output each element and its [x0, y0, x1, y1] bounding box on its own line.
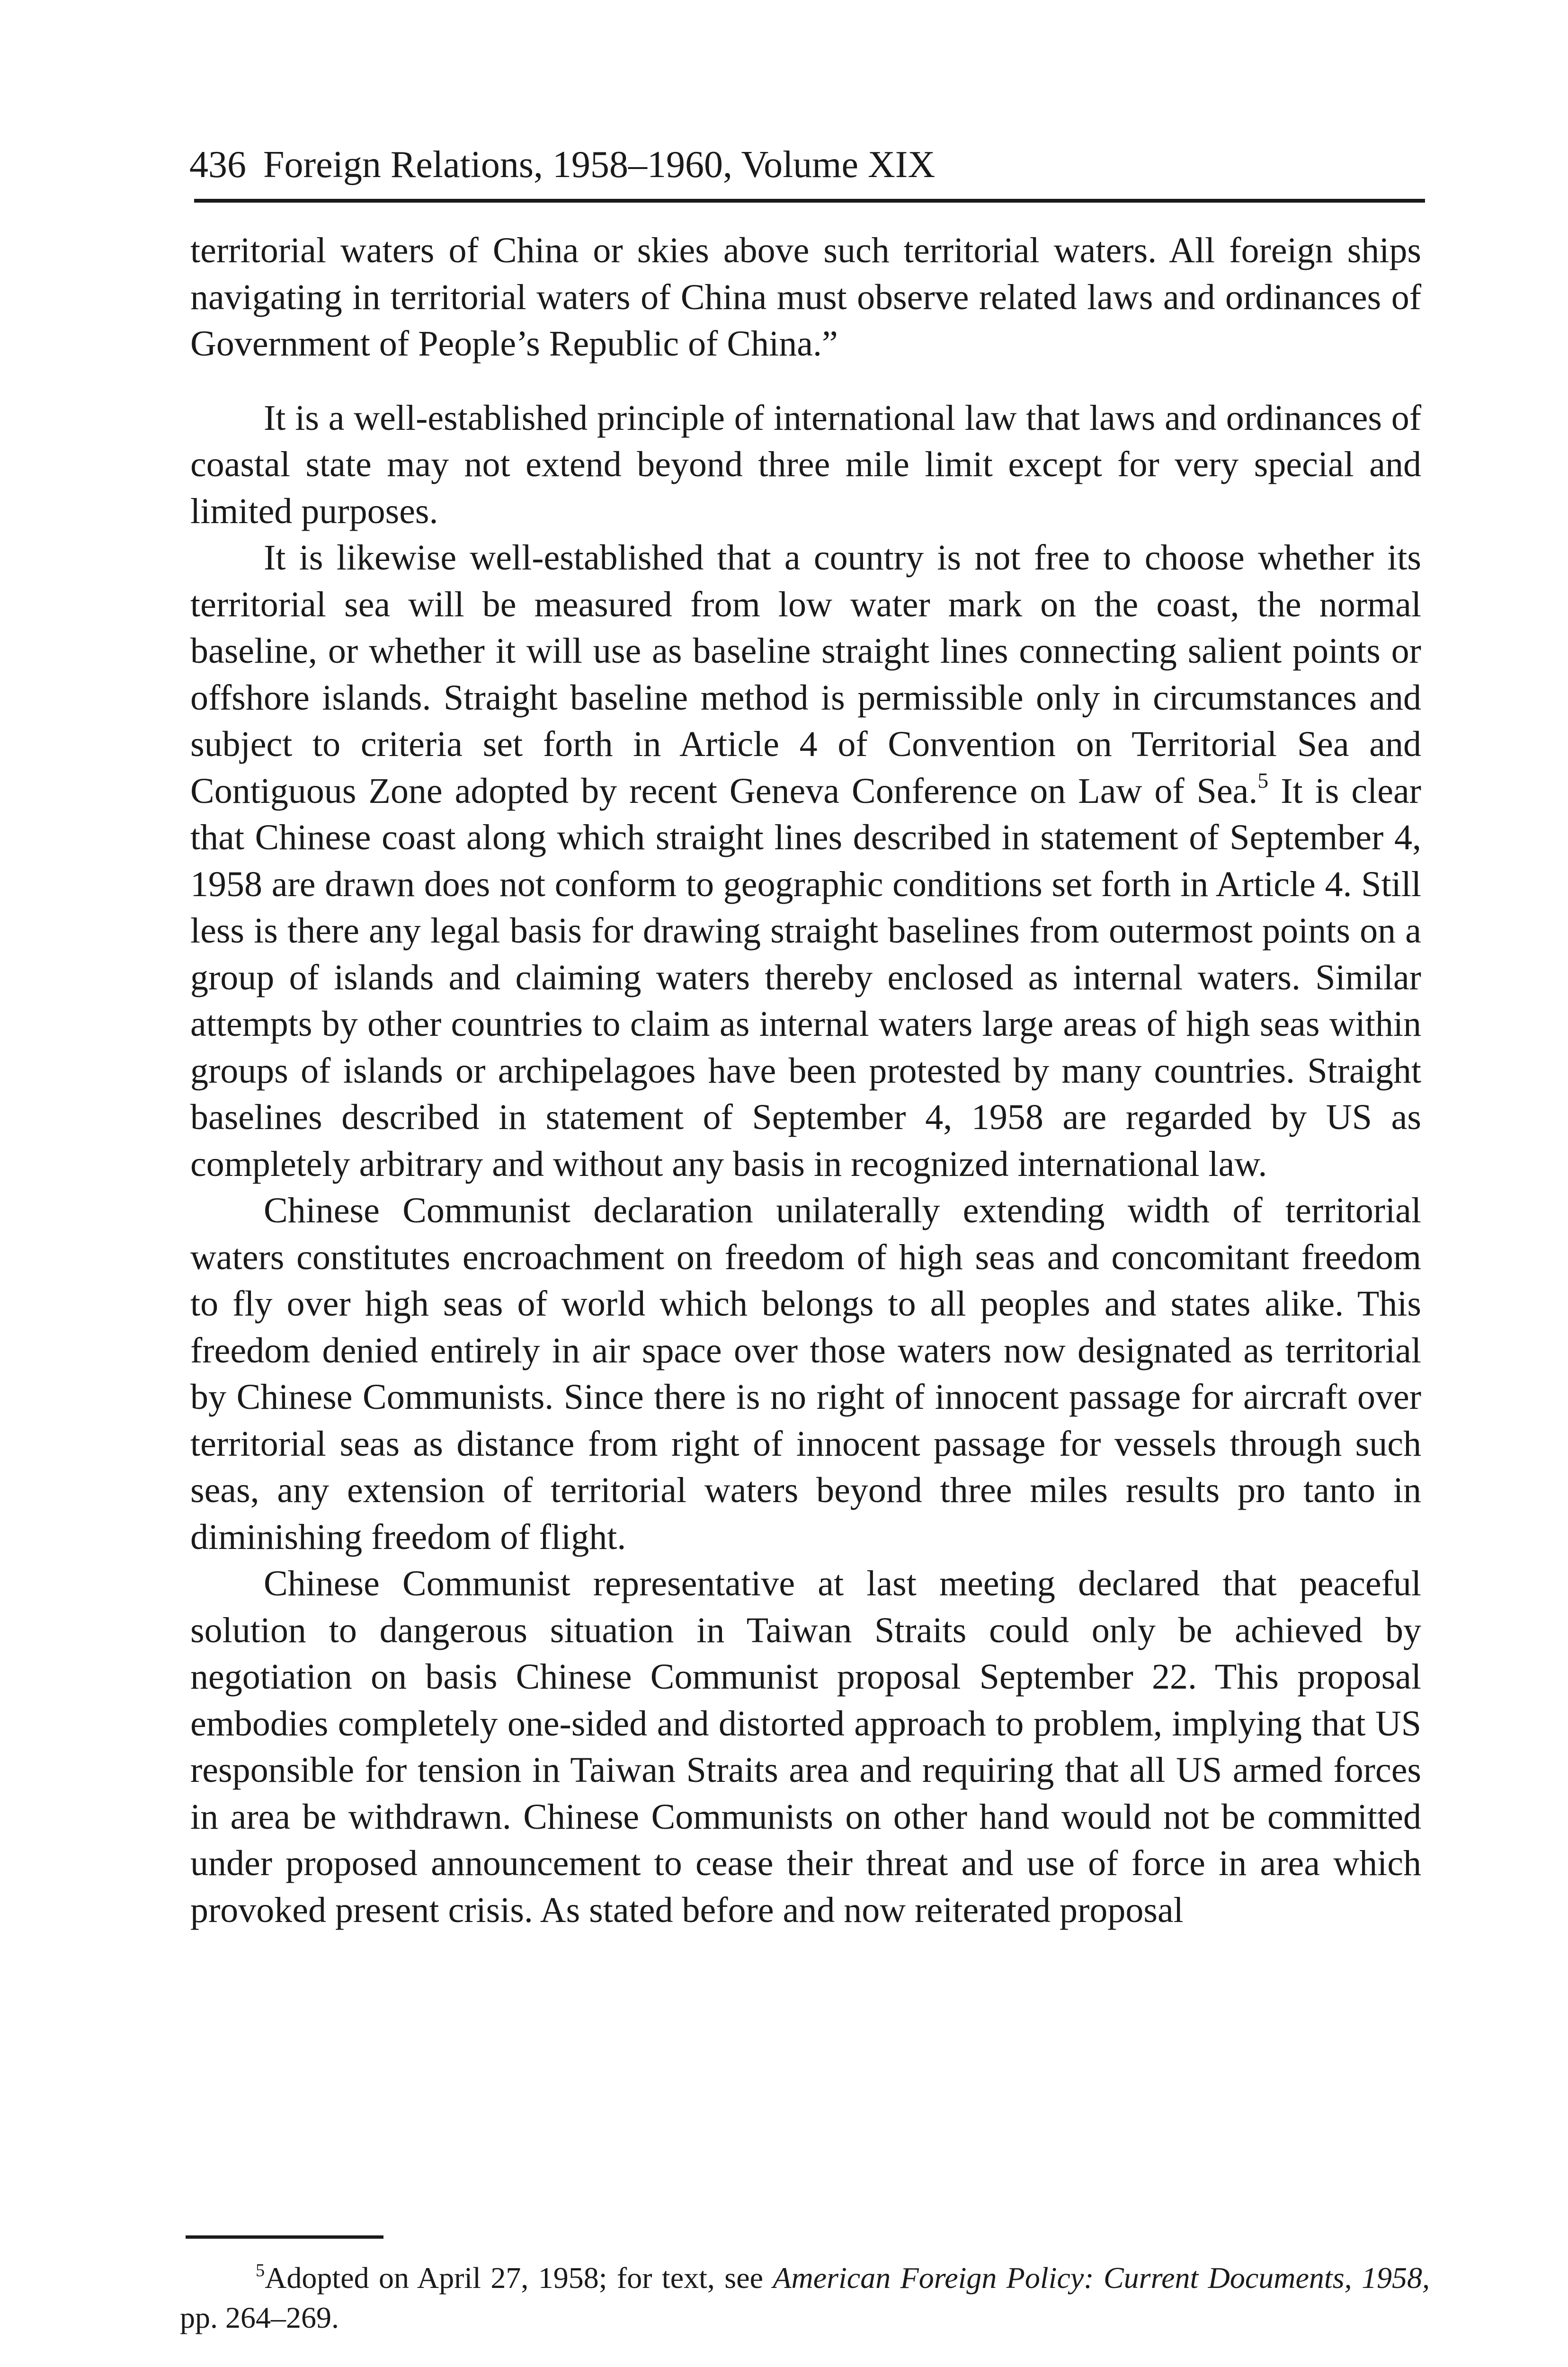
paragraph-principle: It is a well-established principle of international law that laws and ordinances of coastal state may not extend beyond three mile limit except for very special and limited purposes.: [190, 398, 1421, 531]
body-text: [190, 227, 1421, 1933]
paragraph-baselines-part-1: It is likewise well-established that a country is not free to choose whether its territorial sea will be measured from low water mark on the coast, the normal baseline, or whether it will use as baseline straight lines connecting salient points or offshore islands. Straight baseline method is permissible only in circumstances and subject to criteria set forth in Article 4 of Convention on Territorial Sea and Contiguous Zone adopted by recent Geneva Conference on Law of Sea.: [190, 538, 1421, 811]
footnote-text-before: Adopted on April 27, 1958; for text, see: [265, 2261, 773, 2295]
paragraph-continued: territorial waters of China or skies above such territorial waters. All foreign ships navigating in territorial waters of China must observe related laws and ordinances of Government of People’s Republic of China.”: [190, 231, 1421, 364]
running-title: Foreign Relations, 1958–1960, Volume XIX: [263, 144, 935, 186]
paragraph-baselines: [190, 534, 1421, 1187]
footnote: [180, 2258, 1430, 2338]
running-header: [189, 136, 1420, 193]
footnote-rule: [186, 2235, 383, 2239]
paragraph-baselines-part-2: It is clear that Chinese coast along which straight lines described in statement of September 4, 1958 are drawn does not conform to geographic conditions set forth in Article 4. Still less is there any legal basis for drawing straight baselines from outermost points on a group of islands and claiming waters thereby enclosed as internal waters. Similar attempts by other countries to claim as internal waters large areas of high seas within groups of islands or archipelagoes have been protested by many countries. Straight baselines described in statement of September 4, 1958 are regarded by US as completely arbitrary and without any basis in recognized international law.: [190, 771, 1421, 1184]
paragraph-declaration: Chinese Communist declaration unilaterally extending width of territorial waters constitutes encroachment on freedom of high seas and concomitant freedom to fly over high seas of world which belongs to all peoples and states alike. This freedom denied entirely in air space over those waters now designated as territorial by Chinese Communists. Since there is no right of innocent passage for aircraft over territorial seas as distance from right of innocent passage for vessels through such seas, any extension of territorial waters beyond three miles results pro tanto in diminishing freedom of flight.: [190, 1191, 1421, 1557]
paragraph-representative: Chinese Communist representative at last meeting declared that peaceful solution to dangerous situation in Taiwan Straits could only be achieved by negotiation on basis Chinese Communist proposal September 22. This proposal embodies completely one-sided and distorted approach to problem, implying that US responsible for tension in Taiwan Straits area and requiring that all US armed forces in area be withdrawn. Chinese Communists on other hand would not be committed under proposed announcement to cease their threat and use of force in area which provoked present crisis. As stated before and now reiterated proposal: [190, 1564, 1421, 1930]
footnote-source-title: American Foreign Policy: Current Documents, 1958,: [773, 2261, 1430, 2295]
footnote-reference: 5: [1257, 768, 1269, 792]
header-rule: [194, 199, 1425, 203]
footnote-mark: 5: [256, 2260, 265, 2281]
footnote-text-after: pp. 264–269.: [180, 2301, 339, 2334]
page-number: 436: [189, 144, 246, 186]
